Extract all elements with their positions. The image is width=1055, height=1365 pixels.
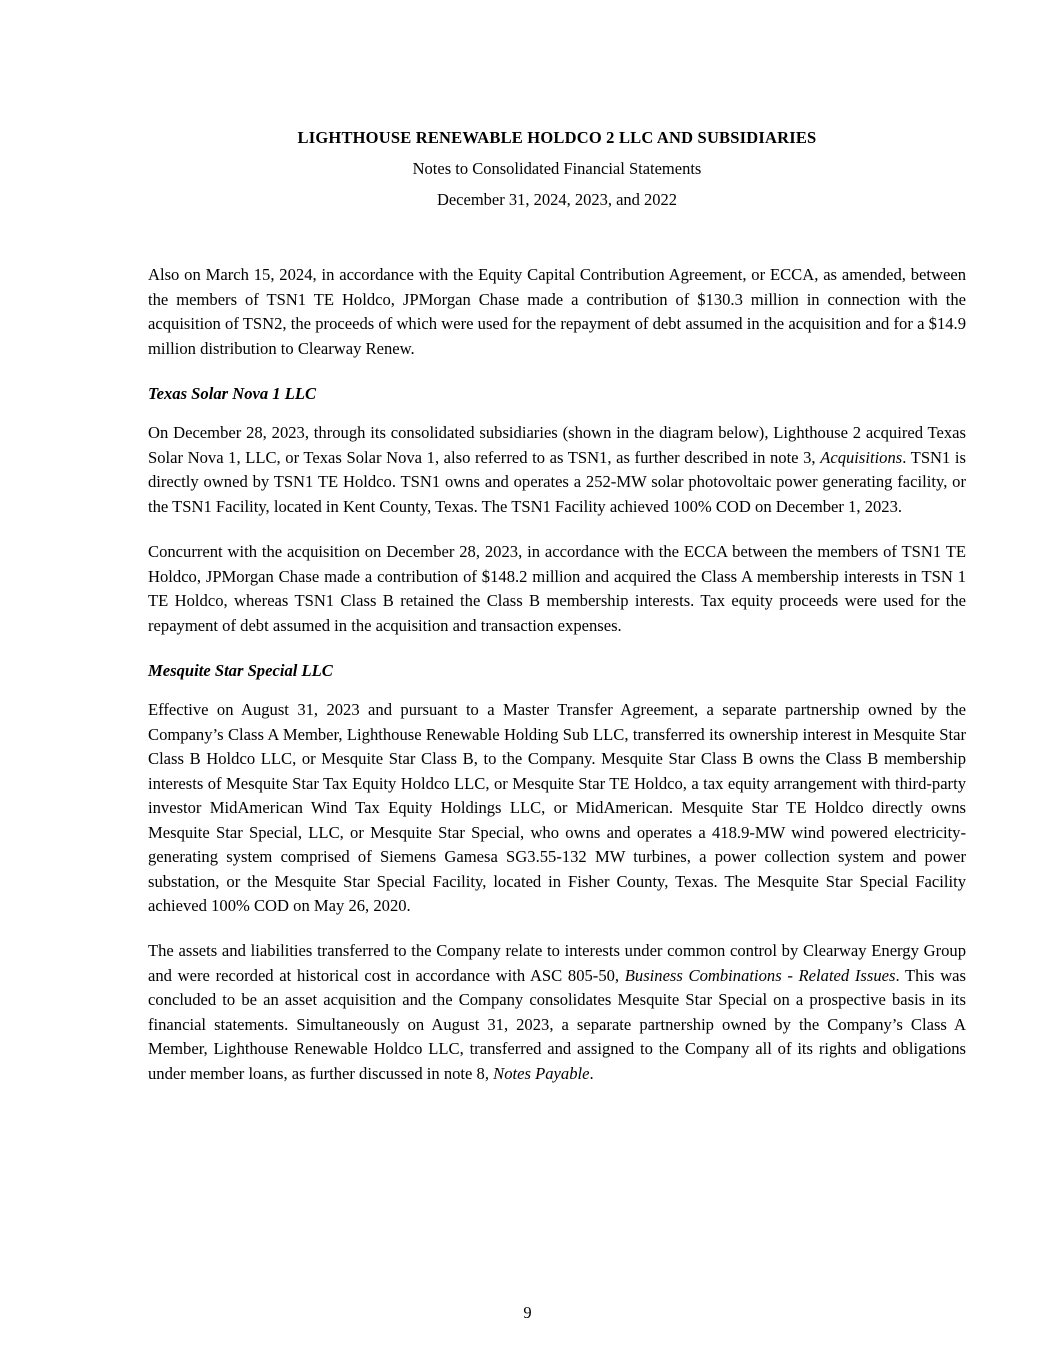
document-body [148, 263, 966, 1086]
paragraph-tsn1-overview [148, 421, 966, 519]
notes-payable-reference: Notes Payable [493, 1063, 590, 1083]
page-number: 9 [523, 1303, 532, 1322]
transfer-text-part-2: . This was concluded to be an asset acquisition and the Company consolidates Mesquite Star Special on a prospective basis in its financial statements. Simultaneously on August 31, 2023, a separate partnership owned by the Company’s Class A Member, Lighthouse Renewable Holdco LLC, transferred and assigned to the Company all of its rights and obligations under member loans, as further discussed in note 8, [148, 965, 967, 1083]
transfer-text-part-1: The assets and liabilities transferred to the Company relate to interests under common control by Clearway Energy Group and were recorded at historical cost in accordance with ASC 805-50, [148, 941, 966, 985]
document-subtitle: Notes to Consolidated Financial Statements [412, 158, 702, 178]
asc-reference-title: Business Combinations - Related Issues [624, 965, 896, 985]
paragraph-tsn1-tax-equity: Concurrent with the acquisition on December 28, 2023, in accordance with the ECCA between the members of TSN1 TE Holdco, JPMorgan Chase made a contribution of $148.2 million and acquired the Class A membership interests in TSN 1 TE Holdco, whereas TSN1 Class B retained the Class B membership interests. Tax equity proceeds were used for the repayment of debt assumed in the acquisition and transaction expenses. [148, 542, 966, 635]
section-heading-mesquite-star-special: Mesquite Star Special LLC [148, 661, 333, 681]
document-header [148, 0, 966, 214]
document-title: LIGHTHOUSE RENEWABLE HOLDCO 2 LLC AND SUBSIDIARIES [297, 128, 817, 147]
tsn1-text-part-1: On December 28, 2023, through its consolidated subsidiaries (shown in the diagram below), Lighthouse 2 acquired Texas Solar Nova 1, LLC, or Texas Solar Nova 1, also referred to as TSN1, as further described in note 3, [148, 423, 966, 467]
document-date-line: December 31, 2024, 2023, and 2022 [436, 190, 678, 210]
paragraph-mesquite-star-overview: Effective on August 31, 2023 and pursuant to a Master Transfer Agreement, a separate partnership owned by the Company’s Class A Member, Lighthouse Renewable Holding Sub LLC, transferred its ownership interest in Mesquite Star Class B Holdco LLC, or Mesquite Star Class B, to the Company. Mesquite Star Class B owns the Class B membership interests of Mesquite Star Tax Equity Holdco LLC, or Mesquite Star TE Holdco, a tax equity arrangement with third-party investor MidAmerican Wind Tax Equity Holdings LLC, or MidAmerican. Mesquite Star TE Holdco directly owns Mesquite Star Special, LLC, or Mesquite Star Special, who owns and operates a 418.9-MW wind powered electricity-generating system comprised of Siemens Gamesa SG3.55-132 MW turbines, a power collection system and power substation, or the Mesquite Star Special Facility, located in Fisher County, Texas. The Mesquite Star Special Facility achieved 100% COD on May 26, 2020. [148, 700, 966, 915]
tsn1-text-part-2: . TSN1 is directly owned by TSN1 TE Holdco. TSN1 owns and operates a 252-MW solar photovoltaic power generating facility, or the TSN1 Facility, located in Kent County, Texas. The TSN1 Facility achieved 100% COD on December 1, 2023. [148, 447, 966, 516]
section-heading-texas-solar-nova-1: Texas Solar Nova 1 LLC [148, 384, 317, 404]
paragraph-common-control-transfer [148, 939, 966, 1086]
page-content [148, 0, 966, 1107]
tsn1-note-reference: Acquisitions [820, 447, 903, 467]
transfer-text-part-3: . [589, 1063, 594, 1083]
paragraph-ecca-contribution: Also on March 15, 2024, in accordance with the Equity Capital Contribution Agreement, or ECCA, as amended, between the members of TSN1 TE Holdco, JPMorgan Chase made a contribution of $130.3 million in connection with the acquisition of TSN2, the proceeds of which were used for the repayment of debt assumed in the acquisition and for a $14.9 million distribution to Clearway Renew. [148, 265, 966, 358]
